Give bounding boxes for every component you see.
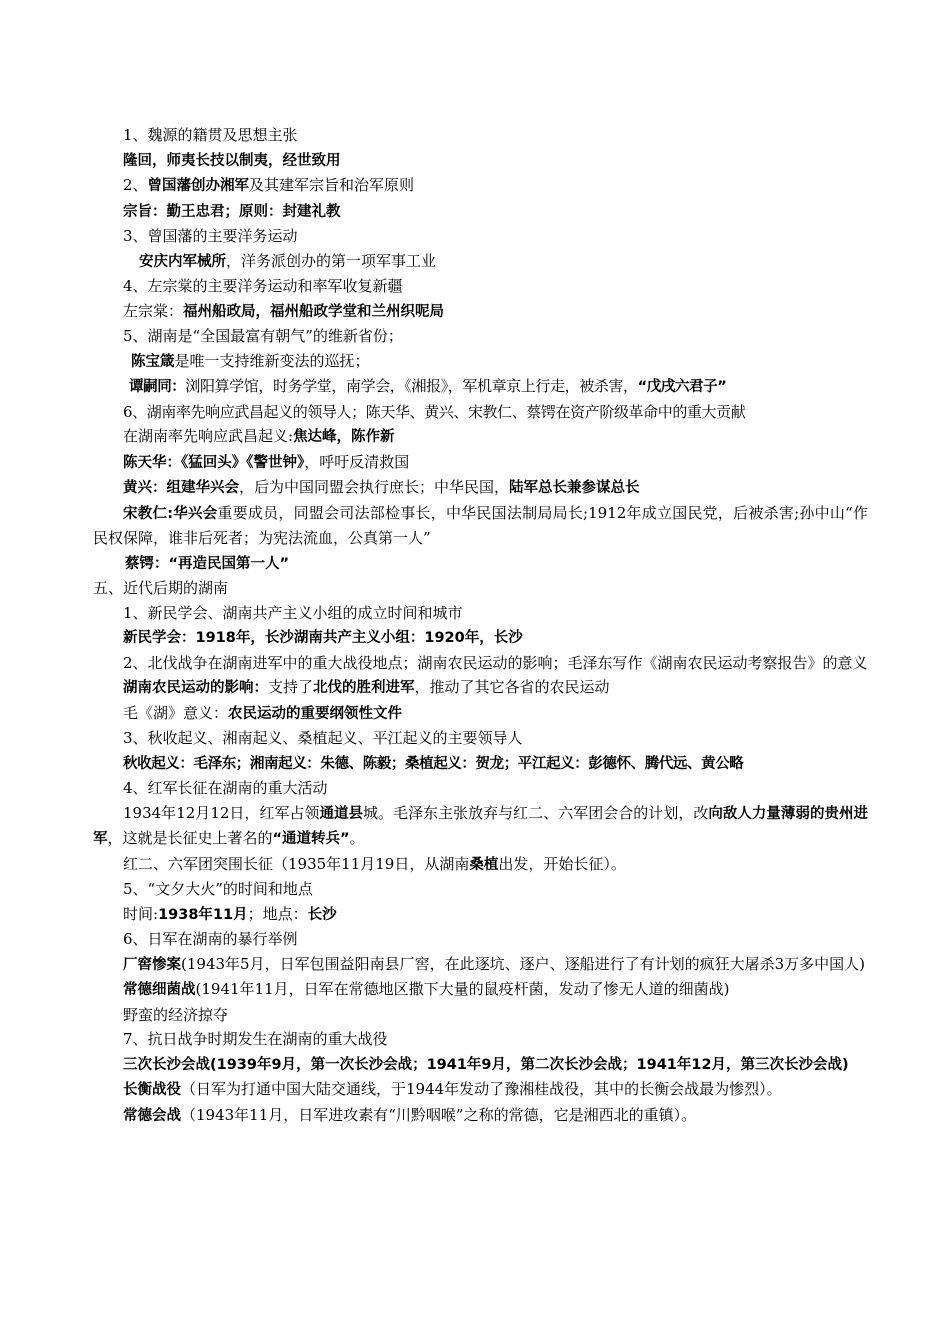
text: 。 (349, 829, 365, 847)
item-6-answer-chen-tianhua (93, 450, 868, 476)
text: ，后为中国同盟会执行庶长；中华民国， (239, 478, 510, 496)
s5-item-7-changheng (93, 1077, 868, 1103)
notes-body (93, 123, 868, 1128)
bold-text: 宋教仁:华兴会 (123, 505, 218, 522)
item-5-heading (93, 324, 868, 349)
item-1-answer (93, 148, 868, 174)
text: 左宗棠： (123, 301, 184, 320)
text: 浏阳算学馆，时务学堂，南学会，《湘报》，军机章京上行走，被杀害， (185, 377, 638, 395)
bold-text: 焦达峰，陈作新 (293, 429, 395, 445)
text: 出发，开始长征）。 (498, 854, 626, 873)
bold-text: 隆回，师夷长技以制夷，经世致用 (123, 152, 341, 169)
s5-item-4-tongdao (93, 801, 868, 852)
bold-text: 向敌人力量薄弱的贵州进军 (93, 805, 868, 847)
item-3-answer (93, 249, 868, 275)
item-6-answer-huang-xing (93, 475, 868, 501)
text: 6、日军在湖南的暴行举例 (123, 930, 298, 948)
text: 时间: (123, 904, 159, 923)
item-2-heading (93, 173, 868, 199)
item-4-heading (93, 274, 868, 299)
text: 3、秋收起义、湘南起义、桑植起义、平江起义的主要领导人 (123, 729, 523, 747)
text: 5、湖南是“全国最富有朝气”的维新省份； (123, 327, 403, 345)
bold-text: 长衡战役 (123, 1082, 181, 1098)
s5-item-6-heading (93, 927, 868, 952)
bold-text: 福州船政局，福州船政学堂和兰州织呢局 (183, 303, 445, 320)
bold-text: 秋收起义：毛泽东；湘南起义：朱德、陈毅；桑植起义：贺龙；平江起义：彭德怀、腾代远、黄公略 (123, 755, 744, 772)
bold-text: 新民学会：1918年，长沙湖南共产主义小组：1920年，长沙 (123, 630, 523, 646)
text: 支持了 (268, 678, 314, 696)
text: (1943年5月，日军包围益阳南县厂窖，在此逐坑、逐户、逐船进行了有计划的疯狂大屠杀3万多中国人) (181, 954, 865, 973)
text: 1、新民学会、湖南共产主义小组的成立时间和城市 (123, 603, 463, 622)
bold-text: 安庆内军械所 (139, 253, 226, 270)
s5-item-4-heading (93, 776, 868, 801)
s5-item-1-answer (93, 625, 868, 651)
item-6-answer-wuchang (93, 424, 868, 450)
text: 5、“文夕大火”的时间和地点 (123, 880, 313, 898)
bold-text: 蔡锷：“再造民国第一人” (125, 555, 290, 572)
item-4-answer (93, 299, 868, 325)
text: 城。毛泽东主张放弃与红二、六军团会合的计划，改 (363, 803, 709, 822)
text: 是唯一支持维新变法的巡抚； (174, 351, 370, 370)
section-five-heading (93, 576, 868, 601)
text: (1941年11月，日军在常德地区撒下大量的鼠疫杆菌，发动了惨无人道的细菌战) (195, 980, 730, 998)
bold-text: 常德会战 (123, 1107, 181, 1124)
text: ，这就是长征史上著名的 (107, 829, 273, 847)
bold-text: 1938年11月 (158, 906, 248, 923)
s5-item-6-changde-germ (93, 977, 868, 1003)
text: 野蛮的经济掠夺 (123, 1005, 229, 1024)
s5-item-6-changjiao (93, 952, 868, 978)
bold-text: 湖南农民运动的影响： (123, 680, 268, 696)
bold-text: 桑植 (469, 856, 499, 873)
item-5-answer-tan-sitong (93, 374, 868, 400)
item-6-heading (93, 400, 868, 425)
text: ，推动了其它各省的农民运动 (414, 678, 610, 696)
bold-text: 谭嗣同： (129, 379, 186, 395)
text: ，呼吁反清救国 (304, 452, 410, 471)
item-3-heading (93, 224, 868, 249)
bold-text: “通道转兵” (272, 831, 350, 847)
item-6-answer-cai-e (93, 551, 868, 577)
s5-item-2-answer-peasant (93, 675, 868, 701)
bold-text: 陈天华：《猛回头》《警世钟》 (123, 454, 305, 471)
bold-text: 宗旨：勤王忠君；原则：封建礼教 (123, 203, 341, 220)
s5-item-7-changde-battle (93, 1103, 868, 1129)
bold-text: 三次长沙会战(1939年9月，第一次长沙会战；1941年9月，第二次长沙会战；1941年12月，第三次长沙会战) (123, 1056, 849, 1073)
s5-item-4-red-army (93, 852, 868, 878)
s5-item-5-answer (93, 902, 868, 928)
text: 毛《湖》意义： (123, 703, 229, 722)
text: 4、红军长征在湖南的重大活动 (123, 779, 328, 797)
text: 7、抗日战争时期发生在湖南的重大战役 (123, 1030, 388, 1048)
bold-text: 陈宝箴 (131, 353, 175, 370)
s5-item-1-heading (93, 601, 868, 626)
s5-item-7-changsha (93, 1052, 868, 1078)
item-5-answer-chen-baozhen (93, 349, 868, 375)
s5-item-2-answer-report (93, 701, 868, 727)
text: ，洋务派创办的第一项军事工业 (226, 251, 437, 270)
text: 1934年12月12日，红军占领 (123, 803, 320, 822)
s5-item-3-heading (93, 726, 868, 751)
item-6-answer-song-jiaoren (93, 501, 868, 551)
text: 五、近代后期的湖南 (93, 579, 229, 597)
text: 3、曾国藩的主要洋务运动 (123, 227, 298, 245)
bold-text: 长沙 (307, 906, 337, 923)
item-1-heading (93, 123, 868, 148)
s5-item-5-heading (93, 877, 868, 902)
bold-text: 厂窖惨案 (123, 956, 181, 973)
bold-text: 曾国藩创办湘军 (147, 178, 250, 194)
text: 1、魏源的籍贯及思想主张 (123, 126, 298, 144)
bold-text: 常德细菌战 (123, 982, 196, 998)
bold-text: 陆军总长兼参谋总长 (509, 480, 640, 496)
s5-item-7-heading (93, 1027, 868, 1052)
text: 及其建军宗旨和治军原则 (249, 176, 415, 194)
text: 在湖南率先响应武昌起义: (123, 427, 294, 445)
text: 2、北伐战争在湖南进军中的重大战役地点；湖南农民运动的影响；毛泽东写作《湖南农民运动考察报告》的意义 (123, 653, 868, 672)
text: 2、 (123, 176, 148, 194)
s5-item-6-economic (93, 1003, 868, 1028)
text: 6、湖南率先响应武昌起义的领导人；陈天华、黄兴、宋教仁、蔡锷在资产阶级革命中的重大贡献 (123, 402, 746, 421)
text: 重要成员，同盟会司法部检事长，中华民国法制局局长;1912年成立国民党，后被杀害;孙中山“作民权保障，谁非后死者；为宪法流血，公真第一人” (93, 503, 868, 547)
bold-text: 通道县 (319, 805, 364, 822)
item-2-answer (93, 199, 868, 225)
text: 4、左宗棠的主要洋务运动和率军收复新疆 (123, 277, 403, 295)
text: ；地点： (247, 904, 308, 923)
text: （1943年11月，日军进攻素有“川黔咽喉”之称的常德，它是湘西北的重镇）。 (181, 1105, 697, 1124)
text: （日军为打通中国大陆交通线，于1944年发动了豫湘桂战役，其中的长衡会战最为惨烈）。 (181, 1080, 782, 1098)
bold-text: 北伐的胜利进军 (313, 680, 415, 696)
bold-text: 农民运动的重要纲领性文件 (228, 705, 403, 722)
bold-text: 黄兴：组建华兴会 (123, 480, 239, 496)
text: 红二、六军团突围长征（1935年11月19日，从湖南 (123, 854, 470, 873)
bold-text: “戊戌六君子” (637, 379, 727, 395)
s5-item-3-answer (93, 751, 868, 777)
s5-item-2-heading (93, 651, 868, 676)
